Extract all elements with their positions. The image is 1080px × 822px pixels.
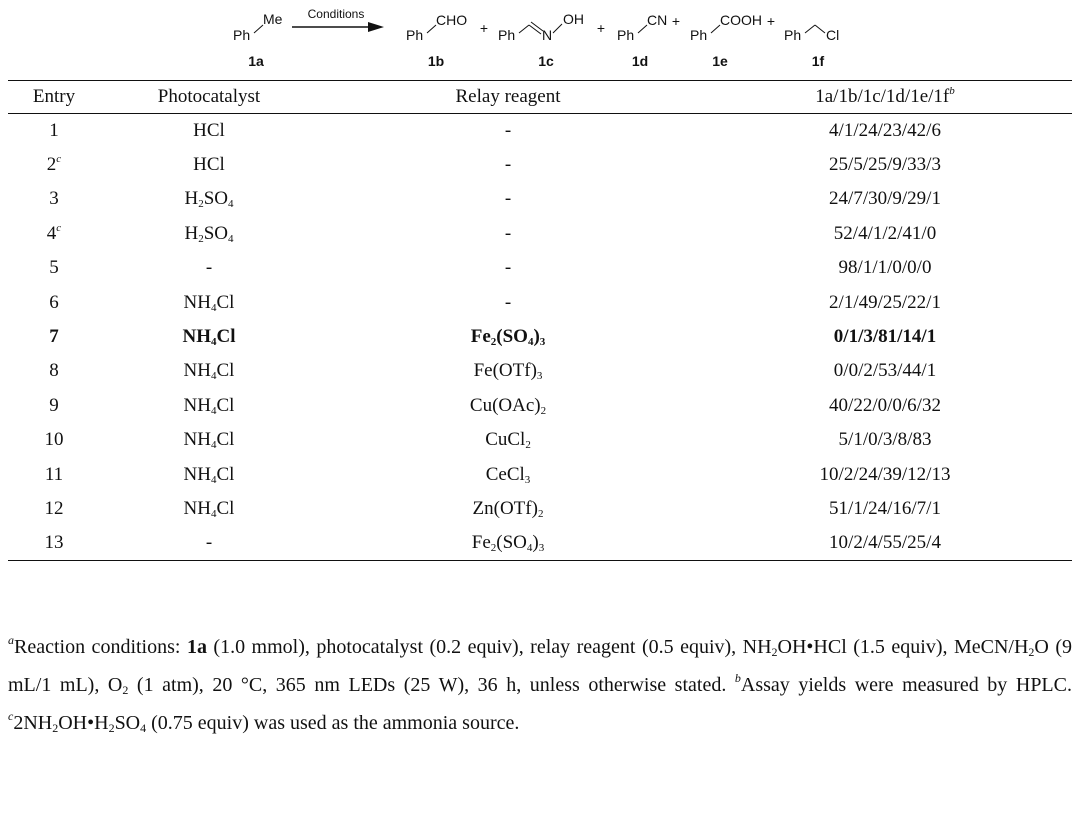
cell-entry: 8 (49, 360, 59, 382)
cell-photocatalyst: $NH_4Cl$ (183, 497, 235, 520)
cell-relay-reagent: - (504, 119, 512, 141)
species-1e-group: COOH (720, 12, 762, 28)
cell-entry: 10 (44, 429, 64, 451)
table-row (8, 182, 1072, 216)
species-1f-label: 1f (811, 53, 825, 69)
species-1b (406, 12, 467, 69)
species-1d-label: 1d (631, 53, 649, 69)
cell-photocatalyst: HCl (193, 154, 225, 176)
species-1d-ph: Ph (617, 27, 635, 43)
cell-entry: 4$^c$ (46, 221, 62, 244)
table-row (8, 526, 1072, 560)
table-row (8, 285, 1072, 319)
cell-photocatalyst: - (205, 532, 213, 554)
cell-relay-reagent: - (504, 154, 512, 176)
cell-relay-reagent: $Fe(OTf)_3$ (473, 360, 543, 383)
species-1f-ph: Ph (784, 27, 802, 43)
table-body (8, 114, 1072, 561)
cell-entry: 5 (49, 257, 59, 279)
cell-photocatalyst: $NH_4Cl$ (183, 429, 235, 452)
cell-ratio: 0/1/3/81/14/1 (833, 326, 937, 348)
cell-entry: 9 (49, 394, 59, 416)
species-1d-group: CN (647, 12, 668, 28)
cell-entry: 3 (49, 188, 59, 210)
cell-relay-reagent: CuCl$_2$ (485, 429, 531, 452)
header-photocatalyst: Photocatalyst (157, 86, 261, 107)
table-row (8, 148, 1072, 182)
cell-ratio: 98/1/1/0/0/0 (838, 257, 932, 279)
cell-relay-reagent: - (504, 257, 512, 279)
results-table (8, 80, 1072, 561)
cell-entry: 13 (44, 532, 64, 554)
cell-entry: 6 (49, 291, 59, 313)
footnote-text: $^a$Reaction conditions: 1a (1.0 mmol), photocatalyst (0.2 equiv), relay reagent (0.5 equiv), $NH_2OH•HCl$ (1.5 equiv), MeCN/$H_2O$ (9 mL/1 mL), $O_2$ (1 atm), 20 °C, 365 nm LEDs (25 W), 36 h, unless otherwise stated. $^b$Assay yields were measured by HPLC. $^c2NH_2OH•H_2SO_4$ (0.75 equiv) was used as the ammonia source. (8, 633, 1072, 735)
cell-photocatalyst: $NH_4Cl$ (182, 326, 236, 349)
table-row (8, 217, 1072, 251)
species-1c-oh: OH (563, 11, 584, 27)
species-1e (690, 12, 762, 69)
species-1b-ph: Ph (406, 27, 424, 43)
species-1a-ph: Ph (233, 27, 251, 43)
species-1e-label: 1e (712, 53, 728, 69)
species-1a-group: Me (263, 11, 283, 27)
cell-ratio: 2/1/49/25/22/1 (829, 291, 941, 313)
footnote-mark-b: b (949, 85, 955, 97)
cell-entry: 7 (49, 326, 59, 348)
table-footnote (8, 628, 1072, 742)
table-row (8, 114, 1072, 148)
table-row (8, 457, 1072, 491)
header-entry: Entry (32, 86, 76, 107)
cell-photocatalyst: $NH_4Cl$ (183, 463, 235, 486)
species-1c (498, 11, 584, 69)
table-row (8, 354, 1072, 388)
cell-relay-reagent: - (504, 188, 512, 210)
cell-ratio: 25/5/25/9/33/3 (829, 154, 941, 176)
cell-ratio: 24/7/30/9/29/1 (829, 188, 941, 210)
cell-relay-reagent: - (504, 222, 512, 244)
header-row (8, 81, 1072, 114)
plus-sign: + (671, 13, 681, 29)
cell-ratio: 10/2/24/39/12/13 (819, 463, 951, 485)
species-1c-label: 1c (538, 53, 554, 69)
cell-photocatalyst: $NH_4Cl$ (183, 291, 235, 314)
cell-photocatalyst: $H_2SO_4$ (184, 188, 234, 211)
header-ratio-text: 1a/1b/1c/1d/1e/1f (815, 86, 950, 107)
cell-relay-reagent: - (504, 291, 512, 313)
plus-sign: + (596, 20, 606, 36)
species-1f-group: Cl (826, 27, 840, 43)
cell-entry: 12 (44, 497, 64, 519)
species-1b-group: CHO (436, 12, 468, 28)
cell-photocatalyst: HCl (193, 119, 225, 141)
cell-photocatalyst: - (205, 257, 213, 279)
plus-sign: + (479, 20, 489, 36)
cell-ratio: 52/4/1/2/41/0 (833, 222, 937, 244)
cell-ratio: 5/1/0/3/8/83 (838, 429, 932, 451)
table-row (8, 423, 1072, 457)
cell-ratio: 4/1/24/23/42/6 (829, 119, 941, 141)
cell-ratio: 0/0/2/53/44/1 (833, 360, 937, 382)
table-row (8, 320, 1072, 354)
cell-relay-reagent: $Cu(OAc)_2$ (469, 394, 547, 417)
header-relay-reagent: Relay reagent (455, 86, 561, 107)
species-1b-label: 1b (427, 53, 445, 69)
cell-relay-reagent: $Fe_2(SO_4)_3$ (471, 532, 545, 555)
species-1c-ph: Ph (498, 27, 516, 43)
species-1a-label: 1a (248, 53, 264, 69)
cell-photocatalyst: $NH_4Cl$ (183, 360, 235, 383)
reaction-arrow (292, 7, 384, 32)
table-row (8, 251, 1072, 285)
conditions-label: Conditions (307, 7, 365, 21)
cell-photocatalyst: $NH_4Cl$ (183, 394, 235, 417)
cell-entry: 1 (49, 119, 59, 141)
table-row (8, 492, 1072, 526)
species-1a (233, 11, 283, 69)
cell-entry: 11 (44, 463, 64, 485)
cell-entry: 2$^c$ (46, 153, 62, 176)
cell-ratio: 40/22/0/0/6/32 (829, 394, 941, 416)
cell-photocatalyst: $H_2SO_4$ (184, 222, 234, 245)
cell-relay-reagent: $Fe_2(SO_4)_3$ (470, 326, 546, 349)
cell-relay-reagent: $Zn(OTf)_2$ (472, 497, 544, 520)
species-1c-n: N (542, 27, 553, 43)
cell-ratio: 51/1/24/16/7/1 (829, 497, 941, 519)
table-row (8, 389, 1072, 423)
species-1d (617, 12, 667, 69)
species-1f (784, 25, 839, 69)
cell-relay-reagent: CeCl$_3$ (485, 463, 531, 486)
cell-ratio: 10/2/4/55/25/4 (829, 532, 941, 554)
species-1e-ph: Ph (690, 27, 708, 43)
reaction-scheme (0, 0, 1080, 72)
header-ratio (698, 81, 1072, 114)
plus-sign: + (766, 13, 776, 29)
